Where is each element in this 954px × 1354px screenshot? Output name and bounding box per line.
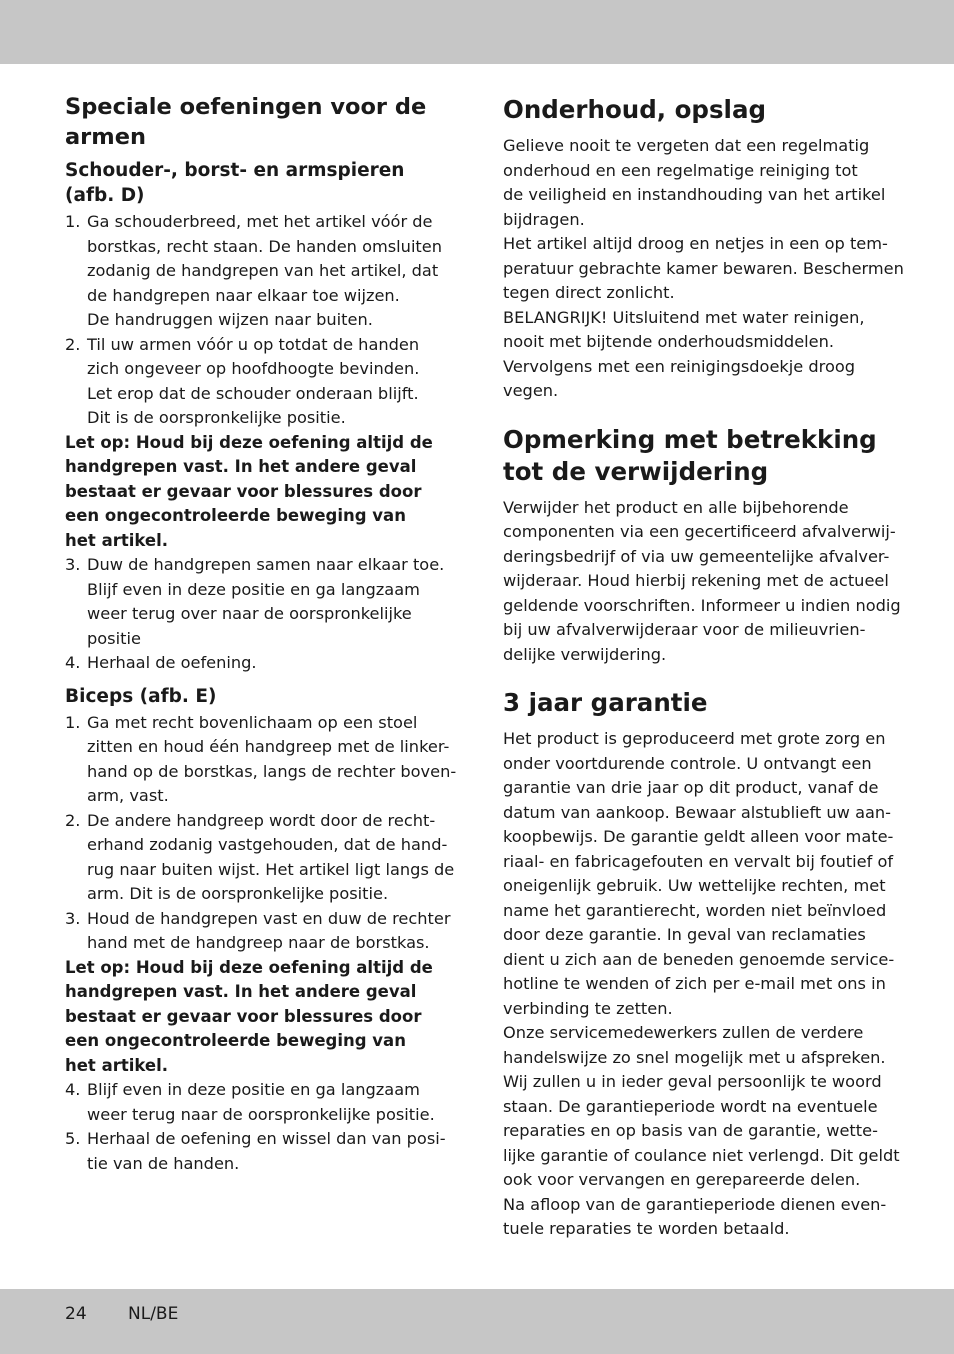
text-line: onder voortdurende controle. U ontvangt een — [503, 753, 872, 773]
biceps-steps-list — [65, 711, 457, 956]
text-line: tuele reparaties te worden betaald. — [503, 1219, 790, 1238]
heading-line: Opmerking met betrekking — [503, 424, 877, 454]
text-line: name het garantierecht, worden niet beïnvloed — [503, 900, 887, 920]
list-item — [65, 553, 450, 651]
warning-line: Let op: Houd bij deze oefening altijd de — [65, 432, 433, 452]
list-item — [65, 1078, 450, 1127]
text-line: lijke garantie of coulance niet verlengd. Dit geldt — [503, 1145, 900, 1165]
text-line: Til uw armen vóór u op totdat de handen — [87, 334, 420, 354]
text-line: verbinding te zetten. — [503, 998, 673, 1018]
heading-line: tot de verwijdering — [503, 456, 769, 486]
biceps-steps-list-continued — [65, 1078, 450, 1176]
text-line: Vervolgens met een reinigingsdoekje droog — [503, 356, 856, 376]
text-line: zitten en houd één handgreep met de linker- — [87, 737, 450, 756]
heading-line: Schouder-, borst- en armspieren — [65, 160, 405, 181]
text-line: weer terug naar de oorspronkelijke positie. — [87, 1104, 435, 1124]
list-item-number: 4. — [65, 653, 81, 672]
list-item-text — [87, 210, 450, 333]
list-item-number: 4. — [65, 1080, 81, 1099]
text-line: tie van de handen. — [87, 1153, 240, 1173]
text-line: datum van aankoop. Bewaar alstublieft uw aan- — [503, 802, 892, 822]
text-line: onderhoud en een regelmatige reiniging tot — [503, 160, 858, 180]
text-line: staan. De garantieperiode wordt na eventuele — [503, 1096, 878, 1116]
text-line: zich ongeveer op hoofdhoogte bevinden. — [87, 359, 420, 378]
text-line: hand met de handgreep naar de borstkas. — [87, 933, 430, 952]
warning-line: Let op: Houd bij deze oefening altijd de — [65, 957, 433, 977]
list-item-text — [87, 809, 454, 907]
list-item-number: 3. — [65, 908, 81, 928]
title-line: Speciale oefeningen voor de — [65, 94, 427, 120]
list-item-number: 1. — [65, 212, 81, 231]
shoulder-heading — [65, 158, 450, 208]
text-line: Duw de handgrepen samen naar elkaar toe. — [87, 555, 445, 574]
text-line: geldende voorschriften. Informeer u indien nodig — [503, 595, 901, 615]
maintenance-paragraph — [503, 134, 904, 404]
text-line: borstkas, recht staan. De handen omsluiten — [87, 236, 443, 256]
header-band — [0, 0, 954, 64]
text-line: wijderaar. Houd hierbij rekening met de actueel — [503, 571, 889, 590]
title-line: armen — [65, 124, 147, 150]
text-line: peratuur gebrachte kamer bewaren. Beschermen — [503, 258, 904, 278]
text-line: delijke verwijdering. — [503, 644, 667, 664]
list-item — [65, 809, 455, 907]
text-line: Houd de handgrepen vast en duw de rechter — [87, 908, 451, 928]
text-line: dient u zich aan de beneden genoemde service- — [503, 949, 895, 969]
text-line: door deze garantie. In geval van reclamaties — [503, 925, 866, 944]
list-item-text — [87, 1078, 450, 1127]
text-line: bij uw afvalverwijderaar voor de milieuvrien- — [503, 620, 866, 639]
text-line: oneigenlijk gebruik. Uw wettelijke rechten, met — [503, 876, 886, 895]
text-line: nooit met bijtende onderhoudsmiddelen. — [503, 332, 835, 351]
page-number: 24 — [65, 1304, 87, 1324]
text-line: positie — [87, 628, 141, 648]
text-line: Ga met recht bovenlichaam op een stoel — [87, 712, 418, 732]
text-line: weer terug over naar de oorspronkelijke — [87, 604, 412, 623]
text-line: hand op de borstkas, langs de rechter boven- — [87, 761, 457, 781]
list-item — [65, 210, 450, 333]
warning-line: het artikel. — [65, 530, 169, 550]
text-line: Na afloop van de garantieperiode dienen even- — [503, 1194, 887, 1214]
warning-line: handgrepen vast. In het andere geval — [65, 982, 417, 1001]
text-line: Onze servicemedewerkers zullen de verdere — [503, 1023, 864, 1042]
warranty-heading: 3 jaar garantie — [503, 688, 708, 717]
list-item-number: 1. — [65, 712, 81, 732]
text-line: de veiligheid en instandhouding van het artikel — [503, 185, 886, 204]
text-line: De handruggen wijzen naar buiten. — [87, 310, 373, 329]
list-item — [65, 711, 457, 809]
text-line: rug naar buiten wijst. Het artikel ligt langs de — [87, 859, 455, 879]
disposal-heading — [503, 424, 895, 488]
text-line: de handgrepen naar elkaar toe wijzen. — [87, 285, 400, 305]
text-line: Let erop dat de schouder onderaan blijft. — [87, 383, 419, 403]
right-column — [503, 92, 904, 1242]
list-item-number: 2. — [65, 334, 81, 354]
text-line: vegen. — [503, 381, 559, 400]
warning-line: handgrepen vast. In het andere geval — [65, 457, 417, 476]
list-item — [65, 907, 450, 956]
list-item-text — [87, 651, 450, 676]
maintenance-heading: Onderhoud, opslag — [503, 95, 767, 124]
text-line: hotline te wenden of zich per e-mail met ons in — [503, 974, 886, 993]
text-line: componenten via een gecertificeerd afvalverwij- — [503, 522, 896, 541]
text-line: arm. Dit is de oorspronkelijke positie. — [87, 884, 389, 903]
shoulder-steps-list-continued — [65, 553, 450, 676]
shoulder-steps-list — [65, 210, 450, 431]
shoulder-warning — [65, 431, 450, 554]
disposal-paragraph — [503, 496, 901, 668]
list-item-number: 2. — [65, 810, 81, 830]
text-line: bijdragen. — [503, 209, 585, 229]
list-item — [65, 333, 450, 431]
list-item — [65, 651, 450, 676]
text-line: deringsbedrijf of via uw gemeentelijke afvalver- — [503, 546, 890, 566]
text-line: koopbewijs. De garantie geldt alleen voor mate- — [503, 827, 894, 846]
text-line: Het artikel altijd droog en netjes in een op tem- — [503, 234, 888, 253]
text-line: reparaties en op basis van de garantie, wette- — [503, 1121, 878, 1140]
text-line: Blijf even in deze positie en ga langzaam — [87, 579, 420, 599]
heading-line: (afb. D) — [65, 185, 145, 206]
biceps-heading: Biceps (afb. E) — [65, 685, 217, 707]
language-code: NL/BE — [128, 1304, 179, 1324]
list-item-text — [87, 333, 450, 431]
text-line: Herhaal de oefening en wissel dan van posi- — [87, 1129, 446, 1148]
warning-line: een ongecontroleerde beweging van — [65, 1031, 406, 1050]
list-item — [65, 1127, 450, 1176]
biceps-warning — [65, 956, 450, 1079]
text-line: Het product is geproduceerd met grote zorg en — [503, 729, 886, 748]
text-line: Herhaal de oefening. — [87, 653, 257, 672]
text-line: BELANGRIJK! Uitsluitend met water reinigen, — [503, 307, 865, 327]
list-item-text — [87, 553, 450, 651]
text-line: garantie van drie jaar op dit product, vanaf de — [503, 778, 879, 797]
text-line: Dit is de oorspronkelijke positie. — [87, 408, 346, 427]
list-item-text — [87, 711, 456, 809]
text-line: Wij zullen u in ieder geval persoonlijk te woord — [503, 1072, 882, 1091]
text-line: Ga schouderbreed, met het artikel vóór de — [87, 212, 433, 231]
warning-line: het artikel. — [65, 1055, 169, 1075]
text-line: De andere handgreep wordt door de recht- — [87, 810, 436, 830]
text-line: riaal- en fabricagefouten en vervalt bij foutief of — [503, 851, 894, 871]
text-line: erhand zodanig vastgehouden, dat de hand- — [87, 835, 448, 854]
text-line: handelswijze zo snel mogelijk met u afspreken. — [503, 1047, 886, 1067]
left-column — [65, 92, 457, 1176]
warning-line: een ongecontroleerde beweging van — [65, 506, 406, 525]
text-line: arm, vast. — [87, 786, 169, 805]
text-line: Gelieve nooit te vergeten dat een regelmatig — [503, 136, 870, 155]
list-item-text — [87, 1127, 450, 1176]
warning-line: bestaat er gevaar voor blessures door — [65, 1006, 422, 1026]
list-item-text — [87, 907, 451, 956]
text-line: Blijf even in deze positie en ga langzaam — [87, 1080, 420, 1099]
list-item-number: 5. — [65, 1129, 81, 1148]
list-item-number: 3. — [65, 555, 81, 574]
exercises-title — [65, 92, 450, 152]
text-line: zodanig de handgrepen van het artikel, dat — [87, 261, 439, 280]
warranty-paragraph — [503, 727, 900, 1242]
text-line: ook voor vervangen en gerepareerde delen. — [503, 1170, 861, 1189]
text-line: tegen direct zonlicht. — [503, 283, 675, 302]
text-line: Verwijder het product en alle bijbehorende — [503, 497, 849, 517]
warning-line: bestaat er gevaar voor blessures door — [65, 481, 422, 501]
